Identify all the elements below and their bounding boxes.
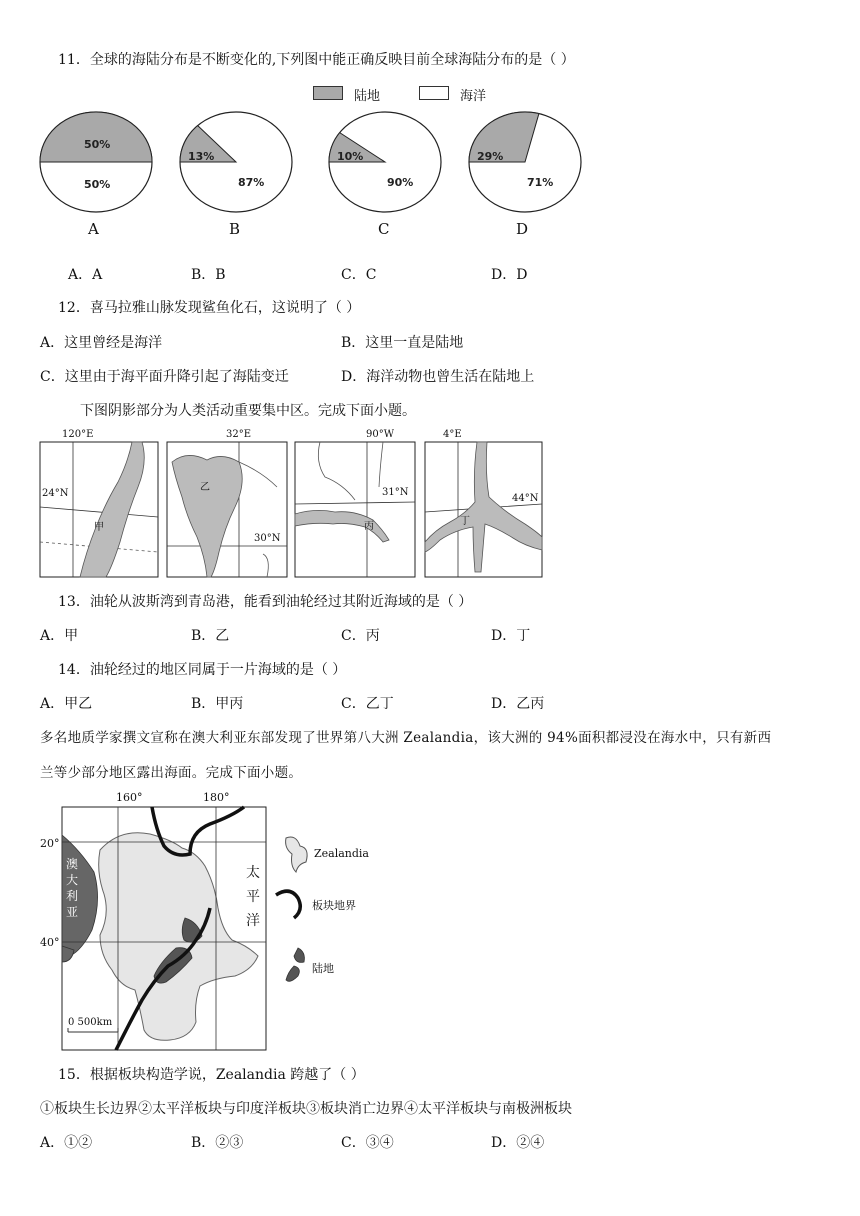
zmap-australia-1: 澳 [66, 857, 79, 871]
q15-option-d[interactable]: D．②④ [491, 1135, 545, 1151]
q12-stem: 12．喜马拉雅山脉发现鲨鱼化石，这说明了（ ） [58, 300, 361, 316]
legend-land-swatch [313, 86, 343, 100]
zmap-pacific-1: 太 [246, 865, 260, 881]
map-yi [167, 442, 287, 577]
q12-option-b[interactable]: B．这里一直是陆地 [341, 335, 464, 351]
q15-statements: ①板块生长边界②太平洋板块与印度洋板块③板块消亡边界④太平洋板块与南极洲板块 [40, 1101, 572, 1117]
pie-ocean-label: 90% [387, 176, 414, 189]
pie-land-slice [40, 112, 152, 162]
zmap-legend-land: 陆地 [312, 962, 334, 975]
pie-land-label: 13% [188, 150, 215, 163]
map2-lat: 30°N [254, 533, 281, 544]
q15-stem: 15．根据板块构造学说，Zealandia 跨越了（ ） [58, 1067, 365, 1083]
zmap-legend-zealandia: Zealandia [314, 847, 369, 860]
map4-name: 丁 [460, 516, 470, 527]
zmap-pacific-3: 洋 [246, 913, 260, 929]
pie-land-label: 10% [337, 150, 364, 163]
intro-maps1: 下图阴影部分为人类活动重要集中区。完成下面小题。 [80, 403, 416, 419]
pie-b [180, 112, 292, 212]
legend-ocean-swatch [419, 86, 449, 100]
map-jia [40, 442, 158, 577]
map3-lon: 90°W [366, 429, 395, 440]
q13-option-c[interactable]: C．丙 [341, 628, 380, 644]
pie-letter-b: B [229, 220, 241, 238]
q13-option-a[interactable]: A．甲 [40, 628, 79, 644]
map-bing [295, 442, 415, 577]
zmap-pacific-2: 平 [246, 889, 260, 905]
q13-stem: 13．油轮从波斯湾到青岛港，能看到油轮经过其附近海域的是（ ） [58, 594, 473, 610]
legend-land-label: 陆地 [354, 89, 381, 104]
q11-option-b[interactable]: B．B [191, 267, 226, 283]
map4-lon: 4°E [443, 429, 462, 440]
q13-option-d[interactable]: D．丁 [491, 628, 531, 644]
q15-option-c[interactable]: C．③④ [341, 1135, 394, 1151]
pie-c [329, 112, 441, 212]
zmap-scale: 0 500km [68, 1017, 113, 1028]
intro-zealandia-line1: 多名地质学家撰文宣称在澳大利亚东部发现了世界第八大洲 Zealandia，该大洲的 94%面积都浸没在海水中，只有新西 [40, 730, 772, 746]
legend-ocean-label: 海洋 [460, 89, 487, 104]
zealandia-map [0, 790, 860, 1055]
q11-option-c[interactable]: C．C [341, 267, 377, 283]
pie-letter-c: C [378, 220, 390, 238]
map3-name: 丙 [364, 521, 374, 532]
map4-lat: 44°N [512, 493, 539, 504]
q12-option-a[interactable]: A．这里曾经是海洋 [40, 335, 163, 351]
zmap-lon-160: 160° [116, 791, 143, 804]
zmap-australia-3: 利 [66, 889, 79, 903]
pie-d [469, 112, 581, 212]
pie-ocean-label: 71% [527, 176, 554, 189]
map1-name: 甲 [94, 522, 104, 533]
map1-lon: 120°E [62, 429, 94, 440]
q13-option-b[interactable]: B．乙 [191, 628, 230, 644]
q14-option-c[interactable]: C．乙丁 [341, 696, 394, 712]
pie-ocean-label: 50% [84, 178, 111, 191]
q11-option-d[interactable]: D．D [491, 267, 528, 283]
pie-charts [0, 110, 860, 215]
zmap-lon-180: 180° [203, 791, 230, 804]
map2-name: 乙 [200, 482, 210, 493]
pie-ocean-label: 87% [238, 176, 265, 189]
pie-a [40, 112, 152, 212]
q12-option-c[interactable]: C．这里由于海平面升降引起了海陆变迁 [40, 369, 289, 385]
zmap-legend-boundary: 板块地界 [312, 899, 356, 912]
zmap-lat-20: 20° [40, 837, 60, 850]
map2-lon: 32°E [226, 429, 252, 440]
q14-stem: 14．油轮经过的地区同属于一片海域的是（ ） [58, 662, 347, 678]
q14-option-a[interactable]: A．甲乙 [40, 696, 93, 712]
pie-letter-a: A [88, 220, 99, 238]
q12-option-d[interactable]: D．海洋动物也曾生活在陆地上 [341, 369, 535, 385]
q15-option-b[interactable]: B．②③ [191, 1135, 244, 1151]
map1-lat: 24°N [42, 488, 69, 499]
zmap-lat-40: 40° [40, 936, 60, 949]
q11-stem: 11．全球的海陆分布是不断变化的,下列图中能正确反映目前全球海陆分布的是（ ） [58, 52, 575, 68]
q11-option-a[interactable]: A．A [68, 267, 103, 283]
q14-option-d[interactable]: D．乙丙 [491, 696, 545, 712]
pie-land-label: 50% [84, 138, 111, 151]
activity-region-maps [0, 425, 860, 580]
zmap-australia-2: 大 [66, 873, 79, 887]
pie-letter-d: D [516, 220, 529, 238]
map-ding [425, 442, 542, 577]
pie-land-label: 29% [477, 150, 504, 163]
q14-option-b[interactable]: B．甲丙 [191, 696, 244, 712]
intro-zealandia-line2: 兰等少部分地区露出海面。完成下面小题。 [40, 765, 303, 781]
q15-option-a[interactable]: A．①② [40, 1135, 93, 1151]
map3-lat: 31°N [382, 487, 409, 498]
zmap-australia-4: 亚 [66, 905, 79, 919]
